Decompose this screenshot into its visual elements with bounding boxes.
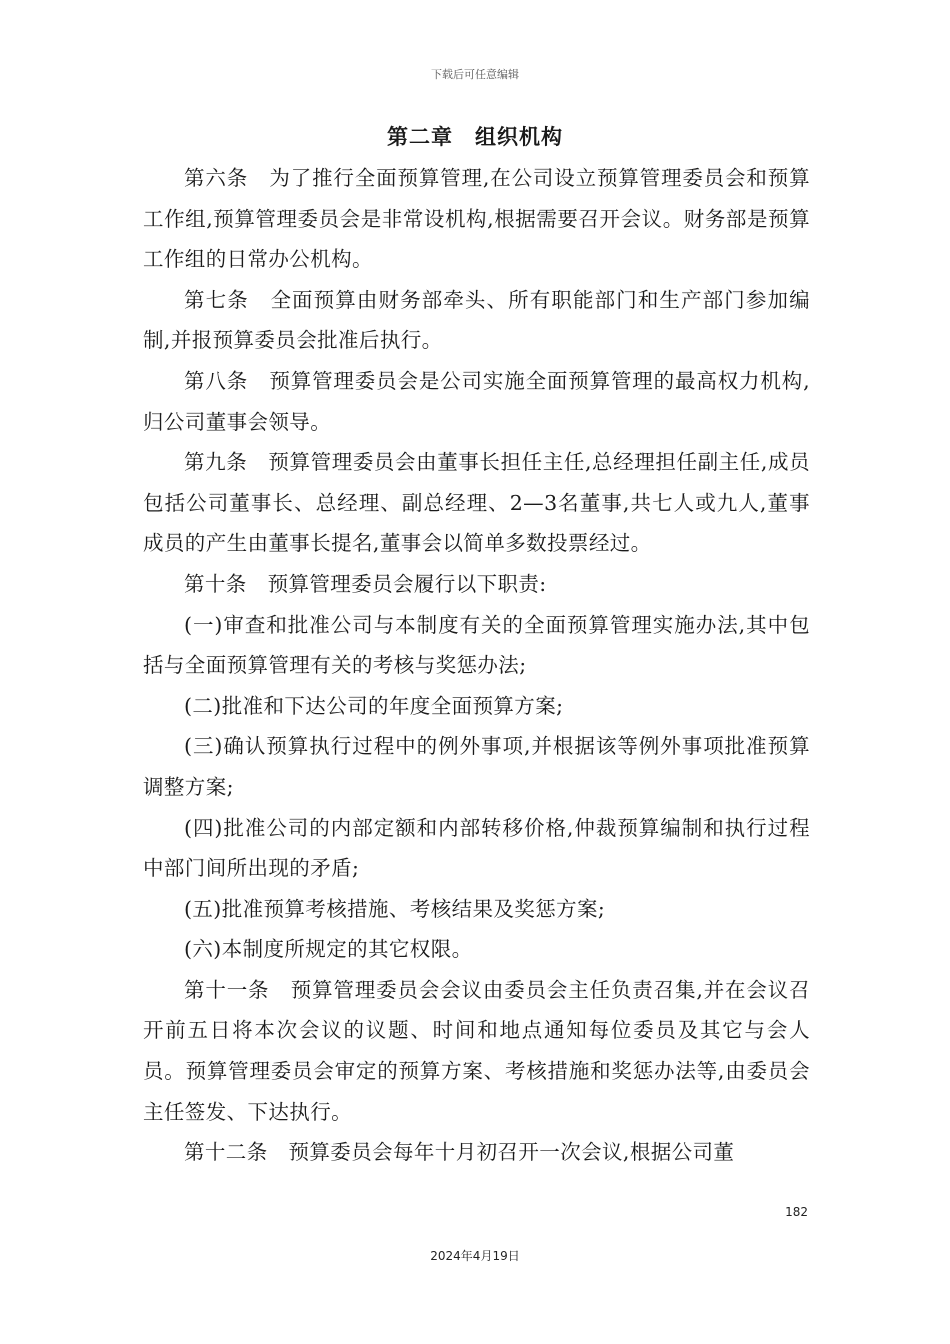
duty-item-4: (四)批准公司的内部定额和内部转移价格,仲裁预算编制和执行过程中部门间所出现的矛盾; xyxy=(143,815,810,881)
document-body xyxy=(143,158,810,1173)
duty-item-5: (五)批准预算考核措施、考核结果及奖惩方案; xyxy=(184,896,606,921)
footer-date: 2024年4月19日 xyxy=(430,1249,520,1263)
chapter-title: 第二章 组织机构 xyxy=(387,124,563,149)
paragraph-article-6: 第六条 为了推行全面预算管理,在公司设立预算管理委员会和预算工作组,预算管理委员会是非常设机构,根据需要召开会议。财务部是预算工作组的日常办公机构。 xyxy=(143,166,810,272)
paragraph-article-12: 第十二条 预算委员会每年十月初召开一次会议,根据公司董 xyxy=(184,1140,735,1165)
paragraph-article-10: 第十条 预算管理委员会履行以下职责: xyxy=(184,571,547,596)
paragraph-article-8: 第八条 预算管理委员会是公司实施全面预算管理的最高权力机构,归公司董事会领导。 xyxy=(143,368,810,434)
header-note: 下载后可任意编辑 xyxy=(431,68,519,81)
duty-item-6: (六)本制度所规定的其它权限。 xyxy=(184,937,473,962)
duty-item-1: (一)审查和批准公司与本制度有关的全面预算管理实施办法,其中包括与全面预算管理有关的考核与奖惩办法; xyxy=(143,612,810,678)
duty-item-3: (三)确认预算执行过程中的例外事项,并根据该等例外事项批准预算调整方案; xyxy=(143,734,810,799)
duty-item-2: (二)批准和下达公司的年度全面预算方案; xyxy=(184,693,564,718)
page-number: 182 xyxy=(785,1205,808,1219)
paragraph-article-9: 第九条 预算管理委员会由董事长担任主任,总经理担任副主任,成员包括公司董事长、总经理、副总经理、2—3名董事,共七人或九人,董事成员的产生由董事长提名,董事会以简单多数投票经过。 xyxy=(143,450,810,556)
paragraph-article-7: 第七条 全面预算由财务部牵头、所有职能部门和生产部门参加编制,并报预算委员会批准后执行。 xyxy=(143,287,810,353)
paragraph-article-11: 第十一条 预算管理委员会会议由委员会主任负责召集,并在会议召开前五日将本次会议的议题、时间和地点通知每位委员及其它与会人员。预算管理委员会审定的预算方案、考核措施和奖惩办法等,由委员会主任签发、下达执行。 xyxy=(143,977,810,1124)
